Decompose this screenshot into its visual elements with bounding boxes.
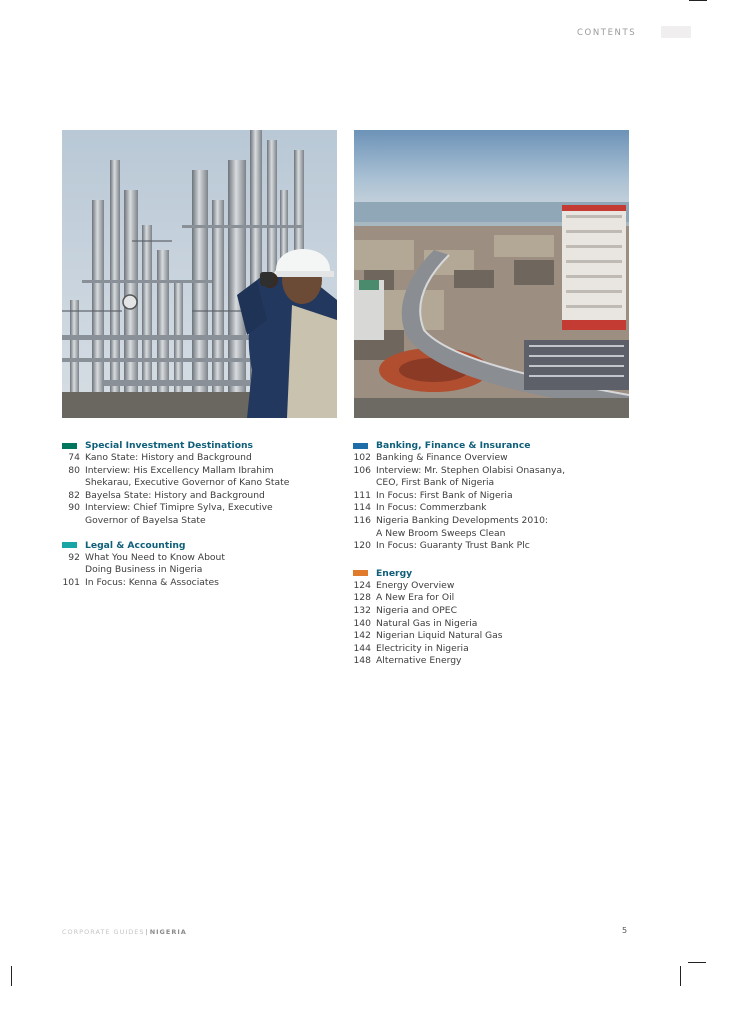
toc-section-heading (62, 539, 352, 552)
toc-entry-page: 132 (353, 604, 371, 616)
toc-entry-page: 74 (68, 452, 80, 463)
toc-entry-title: Shekarau, Executive Governor of Kano State (85, 477, 290, 489)
toc-entry-page: 106 (353, 464, 371, 476)
toc-entry-title: A New Era for Oil (376, 592, 455, 604)
section-color-swatch (353, 443, 368, 449)
toc-entry-page (353, 528, 371, 541)
toc-entry-title: What You Need to Know About (85, 551, 225, 563)
toc-entry-title: Energy Overview (376, 579, 455, 591)
toc-entry[interactable] (353, 630, 643, 643)
toc-section-title: Legal & Accounting (85, 539, 186, 551)
toc-entry[interactable] (62, 477, 352, 490)
toc-entry[interactable] (353, 502, 643, 515)
toc-section-heading (353, 567, 643, 580)
toc-entry[interactable] (353, 655, 643, 668)
toc-section-heading (62, 439, 352, 452)
toc-entry-page: 114 (353, 502, 371, 514)
toc-entry-page: 116 (353, 514, 371, 526)
toc-entry-title: In Focus: Kenna & Associates (85, 576, 219, 588)
toc-entry-title: Interview: His Excellency Mallam Ibrahim (85, 464, 274, 476)
refinery-engineer-photo (62, 130, 337, 418)
section-color-swatch (62, 542, 77, 548)
toc-entry-page: 111 (353, 489, 371, 501)
toc-section (353, 439, 643, 553)
footer-country: NIGERIA (149, 928, 187, 936)
section-header-label: CONTENTS (577, 28, 637, 38)
toc-entry-page: 90 (68, 502, 80, 514)
toc-entry-page: 144 (353, 642, 371, 654)
crop-mark (11, 966, 12, 986)
toc-entry-page: 101 (62, 576, 80, 588)
toc-entry-title: Governor of Bayelsa State (85, 514, 206, 526)
toc-entry-title: Natural Gas in Nigeria (376, 617, 478, 629)
toc-entry-title: Nigeria Banking Developments 2010: (376, 514, 549, 526)
toc-entry[interactable] (353, 605, 643, 618)
toc-entry[interactable] (353, 592, 643, 605)
crop-mark (688, 962, 706, 963)
toc-entry-page: 148 (353, 655, 371, 667)
toc-entry[interactable] (353, 452, 643, 465)
toc-entry[interactable] (62, 452, 352, 465)
toc-entry-title: Doing Business in Nigeria (85, 564, 203, 576)
toc-entry-page: 82 (68, 489, 80, 501)
toc-entry[interactable] (62, 577, 352, 590)
footer-brand (62, 928, 187, 936)
header-tab-block (661, 26, 691, 38)
toc-section-title: Banking, Finance & Insurance (376, 440, 531, 451)
toc-entry-page: 80 (68, 464, 80, 476)
toc-entry[interactable] (62, 465, 352, 478)
toc-entry-page (62, 564, 80, 577)
toc-entry-title: Bayelsa State: History and Background (85, 489, 265, 501)
footer-publisher: CORPORATE GUIDES (62, 928, 145, 936)
toc-entry[interactable] (353, 580, 643, 593)
toc-section (353, 567, 643, 668)
toc-entry-page: 124 (353, 579, 371, 591)
toc-entry-page: 102 (353, 452, 371, 463)
toc-entry[interactable] (62, 564, 352, 577)
section-color-swatch (353, 570, 368, 576)
page-number: 5 (622, 926, 628, 935)
toc-entry-title: Banking & Finance Overview (376, 452, 508, 463)
toc-entry-title: In Focus: Commerzbank (376, 502, 487, 514)
toc-entry[interactable] (353, 618, 643, 631)
toc-entry-page: 140 (353, 617, 371, 629)
toc-entry-page: 128 (353, 592, 371, 604)
toc-right-column (353, 439, 643, 679)
toc-entry-page (62, 515, 80, 528)
toc-entry[interactable] (353, 515, 643, 528)
toc-entry[interactable] (353, 465, 643, 478)
toc-entry-title: Interview: Chief Timipre Sylva, Executive (85, 502, 273, 514)
toc-entry[interactable] (353, 528, 643, 541)
toc-entry[interactable] (353, 540, 643, 553)
toc-entry-title: A New Broom Sweeps Clean (376, 527, 506, 539)
toc-entry-title: In Focus: First Bank of Nigeria (376, 489, 513, 501)
city-flyover-photo (354, 130, 629, 418)
toc-entry-title: Alternative Energy (376, 655, 462, 667)
toc-section (62, 439, 352, 528)
toc-entry-page (353, 477, 371, 490)
toc-section-heading (353, 439, 643, 452)
crop-mark (689, 0, 707, 1)
toc-section-title: Special Investment Destinations (85, 440, 254, 451)
toc-entry[interactable] (62, 515, 352, 528)
toc-entry[interactable] (62, 552, 352, 565)
toc-section (62, 539, 352, 590)
toc-entry-page: 120 (353, 540, 371, 552)
toc-entry-title: Interview: Mr. Stephen Olabisi Onasanya, (376, 464, 566, 476)
section-color-swatch (62, 443, 77, 449)
toc-section-title: Energy (376, 567, 413, 579)
footer-separator: | (145, 928, 149, 936)
toc-entry-title: Kano State: History and Background (85, 452, 252, 463)
toc-entry[interactable] (353, 477, 643, 490)
toc-entry[interactable] (353, 490, 643, 503)
toc-entry[interactable] (62, 502, 352, 515)
toc-left-column (62, 439, 352, 600)
toc-entry-page: 92 (68, 551, 80, 563)
toc-entry-page (62, 477, 80, 490)
toc-entry[interactable] (353, 643, 643, 656)
crop-mark (680, 966, 681, 986)
toc-entry-title: Electricity in Nigeria (376, 642, 469, 654)
toc-entry-title: Nigeria and OPEC (376, 604, 457, 616)
toc-entry-page: 142 (353, 630, 371, 642)
toc-entry-title: In Focus: Guaranty Trust Bank Plc (376, 540, 530, 552)
toc-entry-title: Nigerian Liquid Natural Gas (376, 630, 503, 642)
toc-entry[interactable] (62, 490, 352, 503)
toc-entry-title: CEO, First Bank of Nigeria (376, 477, 495, 489)
